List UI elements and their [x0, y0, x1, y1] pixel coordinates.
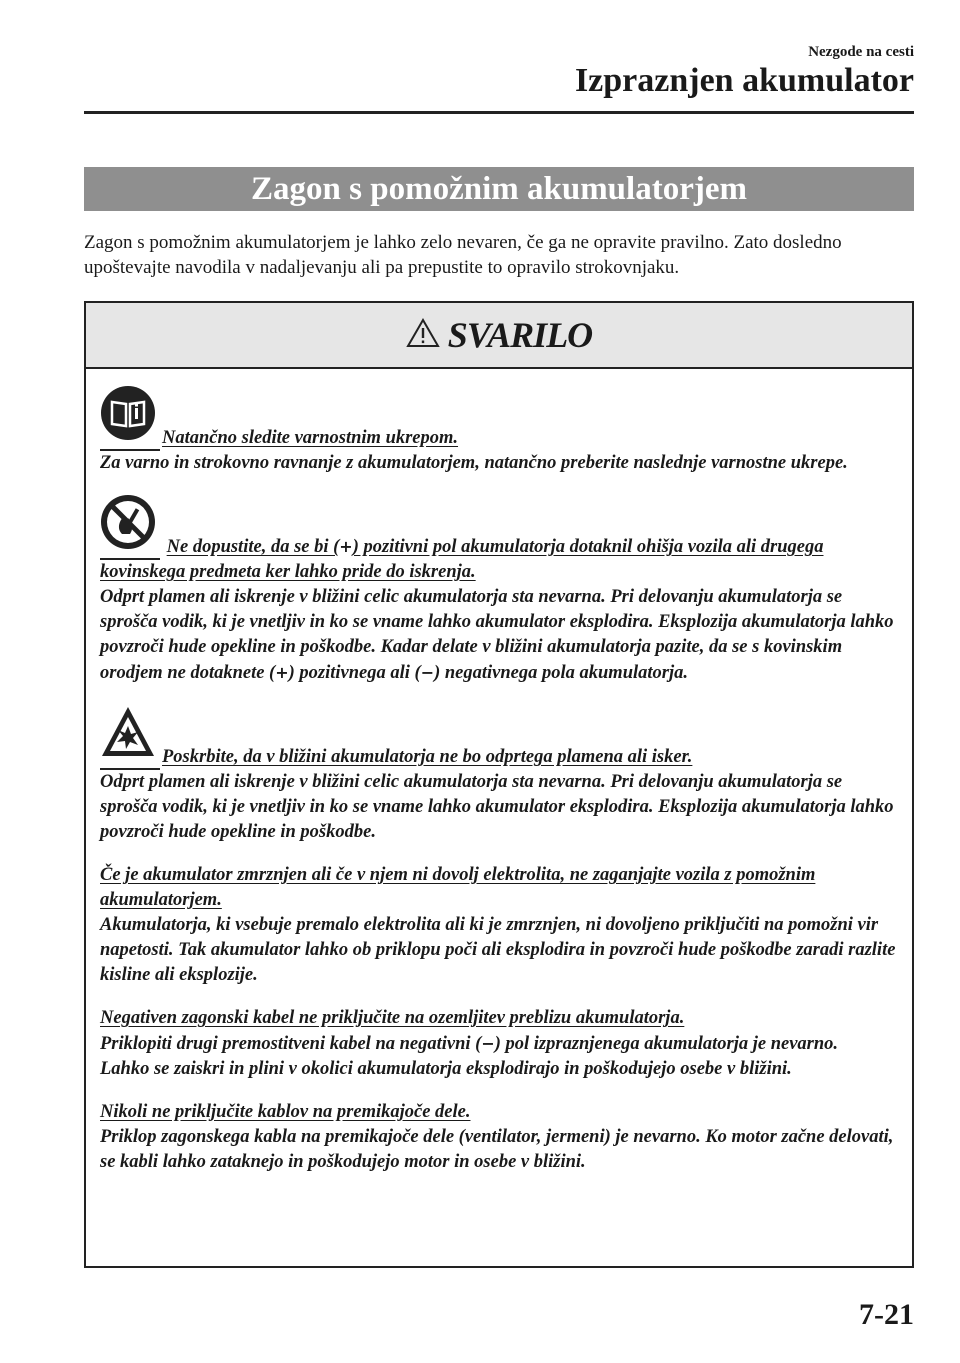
- warning-item: [100, 863, 898, 988]
- warning-item: [100, 1006, 898, 1082]
- warning-item-body: Priklop zagonskega kabla na premikajoče dele (ventilator, jermeni) je nevarno. Ko motor začne delovati, se kabli lahko zataknejo in poškodujejo motor in osebe v bližini.: [100, 1127, 894, 1172]
- warning-item-body: Odprt plamen ali iskrenje v bližini celic akumulatorja sta nevarna. Pri delovanju akumulatorja se sprošča vodik, ki je vnetljiv in ko se vname lahko akumulator eksplodira. Eksplozija akumulatorja lahko povzroči hude opekline in poškodbe.: [100, 772, 894, 842]
- explosion-warning-icon: [100, 704, 160, 770]
- warning-item-heading: Negativen zagonski kabel ne priključite na ozemljitev preblizu akumulatorja.: [100, 1008, 685, 1028]
- warning-item-body: Za varno in strokovno ravnanje z akumulatorjem, natančno preberite naslednje varnostne ukrepe.: [100, 453, 848, 473]
- warning-item: [100, 494, 898, 686]
- chapter-header: Nezgode na cesti: [808, 44, 914, 60]
- minus-sign: −: [481, 1034, 495, 1053]
- minus-sign: −: [420, 663, 435, 682]
- warning-item-body: Akumulatorja, ki vsebuje premalo elektrolita ali ki je zmrznjen, ni dovoljeno priključiti na pomožni vir napetosti. Tak akumulator lahko ob priklopu poči ali eksplodira in povzroči hude poškodbe zaradi razlite kisline ali eksplozije.: [100, 915, 896, 985]
- warning-item-body: Lahko se zaiskri in plini v okolici akumulatorja eksplodirajo in poškodujejo osebe v bližini.: [100, 1059, 792, 1079]
- page-number: 7-21: [859, 1298, 914, 1331]
- section-title: Zagon s pomožnim akumulatorjem: [84, 167, 914, 211]
- warning-label: SVARILO: [447, 315, 593, 355]
- warning-item-body: Odprt plamen ali iskrenje v bližini celic akumulatorja sta nevarna. Pri delovanju akumulatorja se sprošča vodik, ki je vnetljiv in ko se vname lahko akumulator eksplodira. Eksplozija akumulatorja lahko povzroči hude opekline in poškodbe. Kadar delate v bližini akumulatorja pazite, da se s kovinskim orodjem ne dotaknete (+) pozitivnega ali (−) negativnega pola akumulatorja.: [100, 587, 894, 683]
- section-intro: Zagon s pomožnim akumulatorjem je lahko zelo nevaren, če ga ne opravite pravilno. Zato dosledno upoštevajte navodila v nadaljevanju ali pa prepustite to opravilo strokovnjaku.: [84, 232, 842, 278]
- warning-item: [100, 704, 898, 845]
- warning-box: [84, 301, 914, 1268]
- page-title: Izpraznjen akumulator: [574, 62, 914, 99]
- warning-item-body: Priklopiti drugi premostitveni kabel na negativni (−) pol izpraznjenega akumulatorja je nevarno.: [100, 1031, 898, 1057]
- warning-item: [100, 1100, 898, 1175]
- warning-item: [100, 385, 898, 476]
- warning-triangle-icon: [406, 318, 440, 353]
- warning-item-heading: Nikoli ne priključite kablov na premikajoče dele.: [100, 1102, 471, 1122]
- warning-body: [86, 369, 912, 1175]
- warning-header: [86, 303, 912, 369]
- header-divider: [84, 111, 914, 114]
- manual-book-icon: [100, 385, 160, 451]
- plus-sign: +: [275, 663, 289, 682]
- warning-item-heading: Natančno sledite varnostnim ukrepom.: [162, 428, 459, 448]
- plus-sign: +: [339, 537, 353, 556]
- warning-item-heading: Poskrbite, da v bližini akumulatorja ne bo odprtega plamena ali isker.: [162, 747, 693, 767]
- warning-item-heading: Če je akumulator zmrznjen ali če v njem ni dovolj elektrolita, ne zaganjajte vozila z pomožnim akumulatorjem.: [100, 865, 816, 910]
- warning-item-heading: Ne dopustite, da se bi (+) pozitivni pol akumulatorja dotaknil ohišja vozila ali drugega kovinskega predmeta ker lahko pride do iskrenja.: [100, 537, 823, 582]
- no-fire-icon: [100, 494, 160, 560]
